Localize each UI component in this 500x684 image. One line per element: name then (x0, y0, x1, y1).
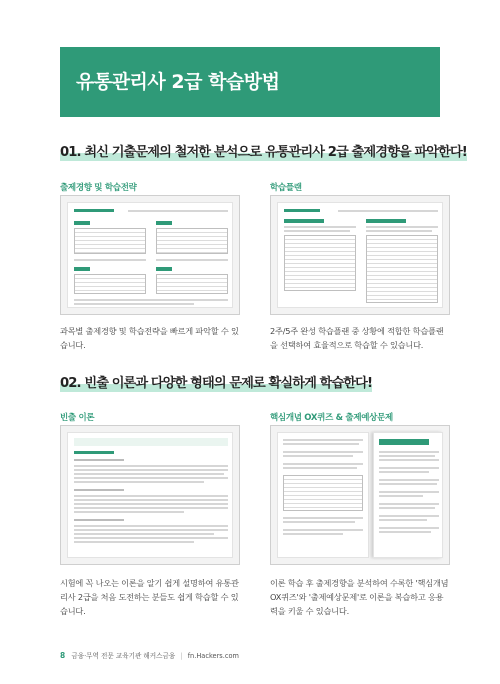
study-trend-caption: 과목별 출제경향 및 학습전략을 빠르게 파악할 수 있습니다. (60, 326, 239, 350)
thumbnail-page (67, 202, 233, 308)
page-number: 8 (60, 651, 66, 660)
thumbnail-page (277, 432, 369, 558)
ox-quiz-caption: 이론 학습 후 출제경향을 분석하여 수록한 '핵심개념 OX퀴즈'와 '출제예상문제'로 이론을 복습하고 응용력을 키울 수 있습니다. (270, 578, 449, 616)
thumbnail-page (67, 432, 233, 558)
ox-quiz-label: 핵심개념 OX퀴즈 & 출제예상문제 (270, 413, 393, 423)
ox-quiz-thumbnail (270, 425, 450, 565)
section1-heading-text: 01. 최신 기출문제의 철저한 분석으로 유통관리사 2급 출제경향을 파악한다! (60, 145, 467, 160)
page-title: 유통관리사 2급 학습방법 (76, 71, 280, 93)
section2-heading (60, 372, 372, 391)
thumbnail-page (373, 432, 443, 558)
theory-caption: 시험에 꼭 나오는 이론을 알기 쉽게 설명하여 유통관리사 2급을 처음 도전하는 분들도 쉽게 학습할 수 있습니다. (60, 578, 239, 616)
footer-separator: | (180, 652, 183, 660)
section2-heading-text: 02. 빈출 이론과 다양한 형태의 문제로 확실하게 학습한다! (60, 376, 373, 391)
study-trend-thumbnail (60, 195, 240, 315)
title-banner (60, 47, 440, 117)
study-plan-label: 학습플랜 (270, 183, 302, 193)
thumbnail-page (277, 202, 443, 308)
footer-text: 금융·무역 전문 교육기관 해커스금융 (71, 652, 176, 660)
study-trend-label: 출제경향 및 학습전략 (60, 183, 137, 193)
theory-label: 빈출 이론 (60, 413, 95, 423)
study-plan-thumbnail (270, 195, 450, 315)
section1-heading (60, 141, 467, 160)
footer-url[interactable]: fn.Hackers.com (187, 652, 239, 660)
theory-thumbnail (60, 425, 240, 565)
page-footer (60, 650, 239, 660)
study-plan-caption: 2주/5주 완성 학습플랜 중 상황에 적합한 학습플랜을 선택하여 효율적으로 학습할 수 있습니다. (270, 326, 444, 350)
